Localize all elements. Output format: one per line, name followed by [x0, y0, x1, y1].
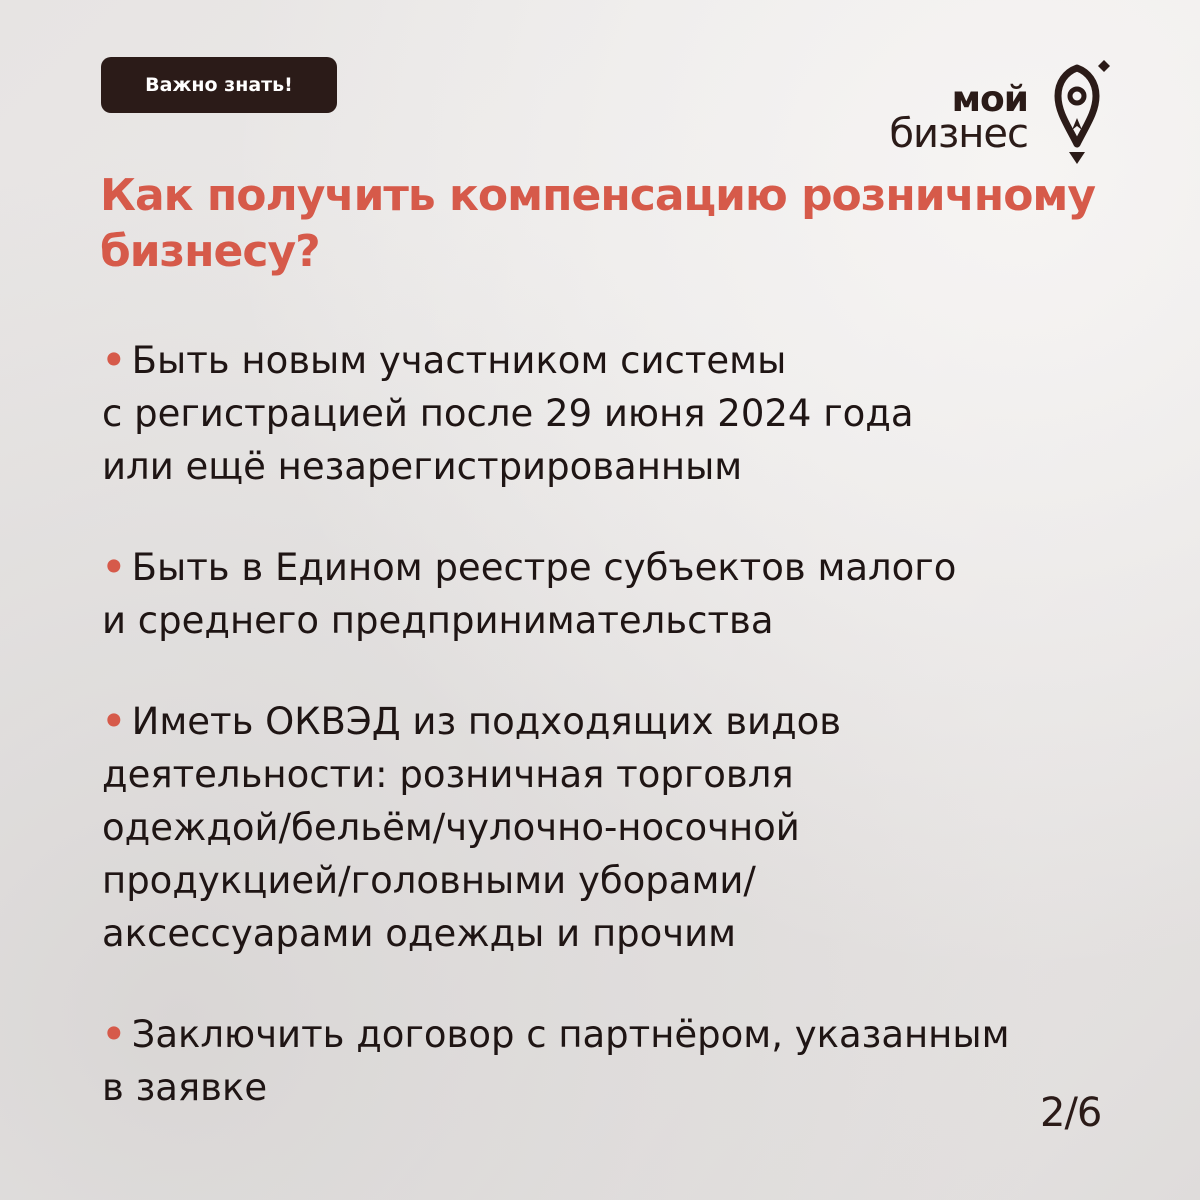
item-line: и среднего предпринимательства [102, 599, 774, 642]
item-text: Иметь ОКВЭД из подходящих видов [131, 700, 842, 743]
page-number: 2/6 [1040, 1090, 1102, 1136]
item-text: Быть в Едином реестре субъектов малого [131, 546, 957, 589]
bullet-icon: • [102, 1013, 126, 1056]
item-line [102, 541, 1162, 594]
important-badge: Важно знать! [101, 57, 337, 113]
list-item [102, 1008, 1162, 1114]
title-line-2: бизнесу? [100, 226, 320, 277]
item-line [102, 695, 1162, 748]
list-item [102, 695, 1162, 960]
item-line: одеждой/бельём/чулочно-носочной [102, 806, 800, 849]
item-line: деятельности: розничная торговля [102, 753, 794, 796]
item-line: продукцией/головными уборами/ [102, 859, 756, 902]
item-line: с регистрацией после 29 июня 2024 года [102, 392, 914, 435]
item-line: аксессуарами одежды и прочим [102, 912, 737, 955]
item-text: Быть новым участником системы [131, 339, 787, 382]
item-line [102, 334, 1162, 387]
item-line: или ещё незарегистрированным [102, 445, 743, 488]
bullet-icon: • [102, 700, 126, 743]
requirements-list [102, 334, 1162, 1162]
item-line: в заявке [102, 1066, 268, 1109]
bullet-icon: • [102, 339, 126, 382]
bullet-icon: • [102, 546, 126, 589]
item-text: Заключить договор с партнёром, указанным [131, 1013, 1010, 1056]
logo-word-biznes: бизнес [889, 111, 1028, 157]
rocket-pin-icon [1044, 60, 1110, 170]
moy-biznes-logo [860, 60, 1120, 170]
page-title [100, 168, 1140, 280]
item-line [102, 1008, 1162, 1061]
logo-word-moy: мой [951, 79, 1028, 120]
list-item [102, 334, 1162, 493]
title-line-1: Как получить компенсацию розничному [100, 170, 1096, 221]
list-item [102, 541, 1162, 647]
